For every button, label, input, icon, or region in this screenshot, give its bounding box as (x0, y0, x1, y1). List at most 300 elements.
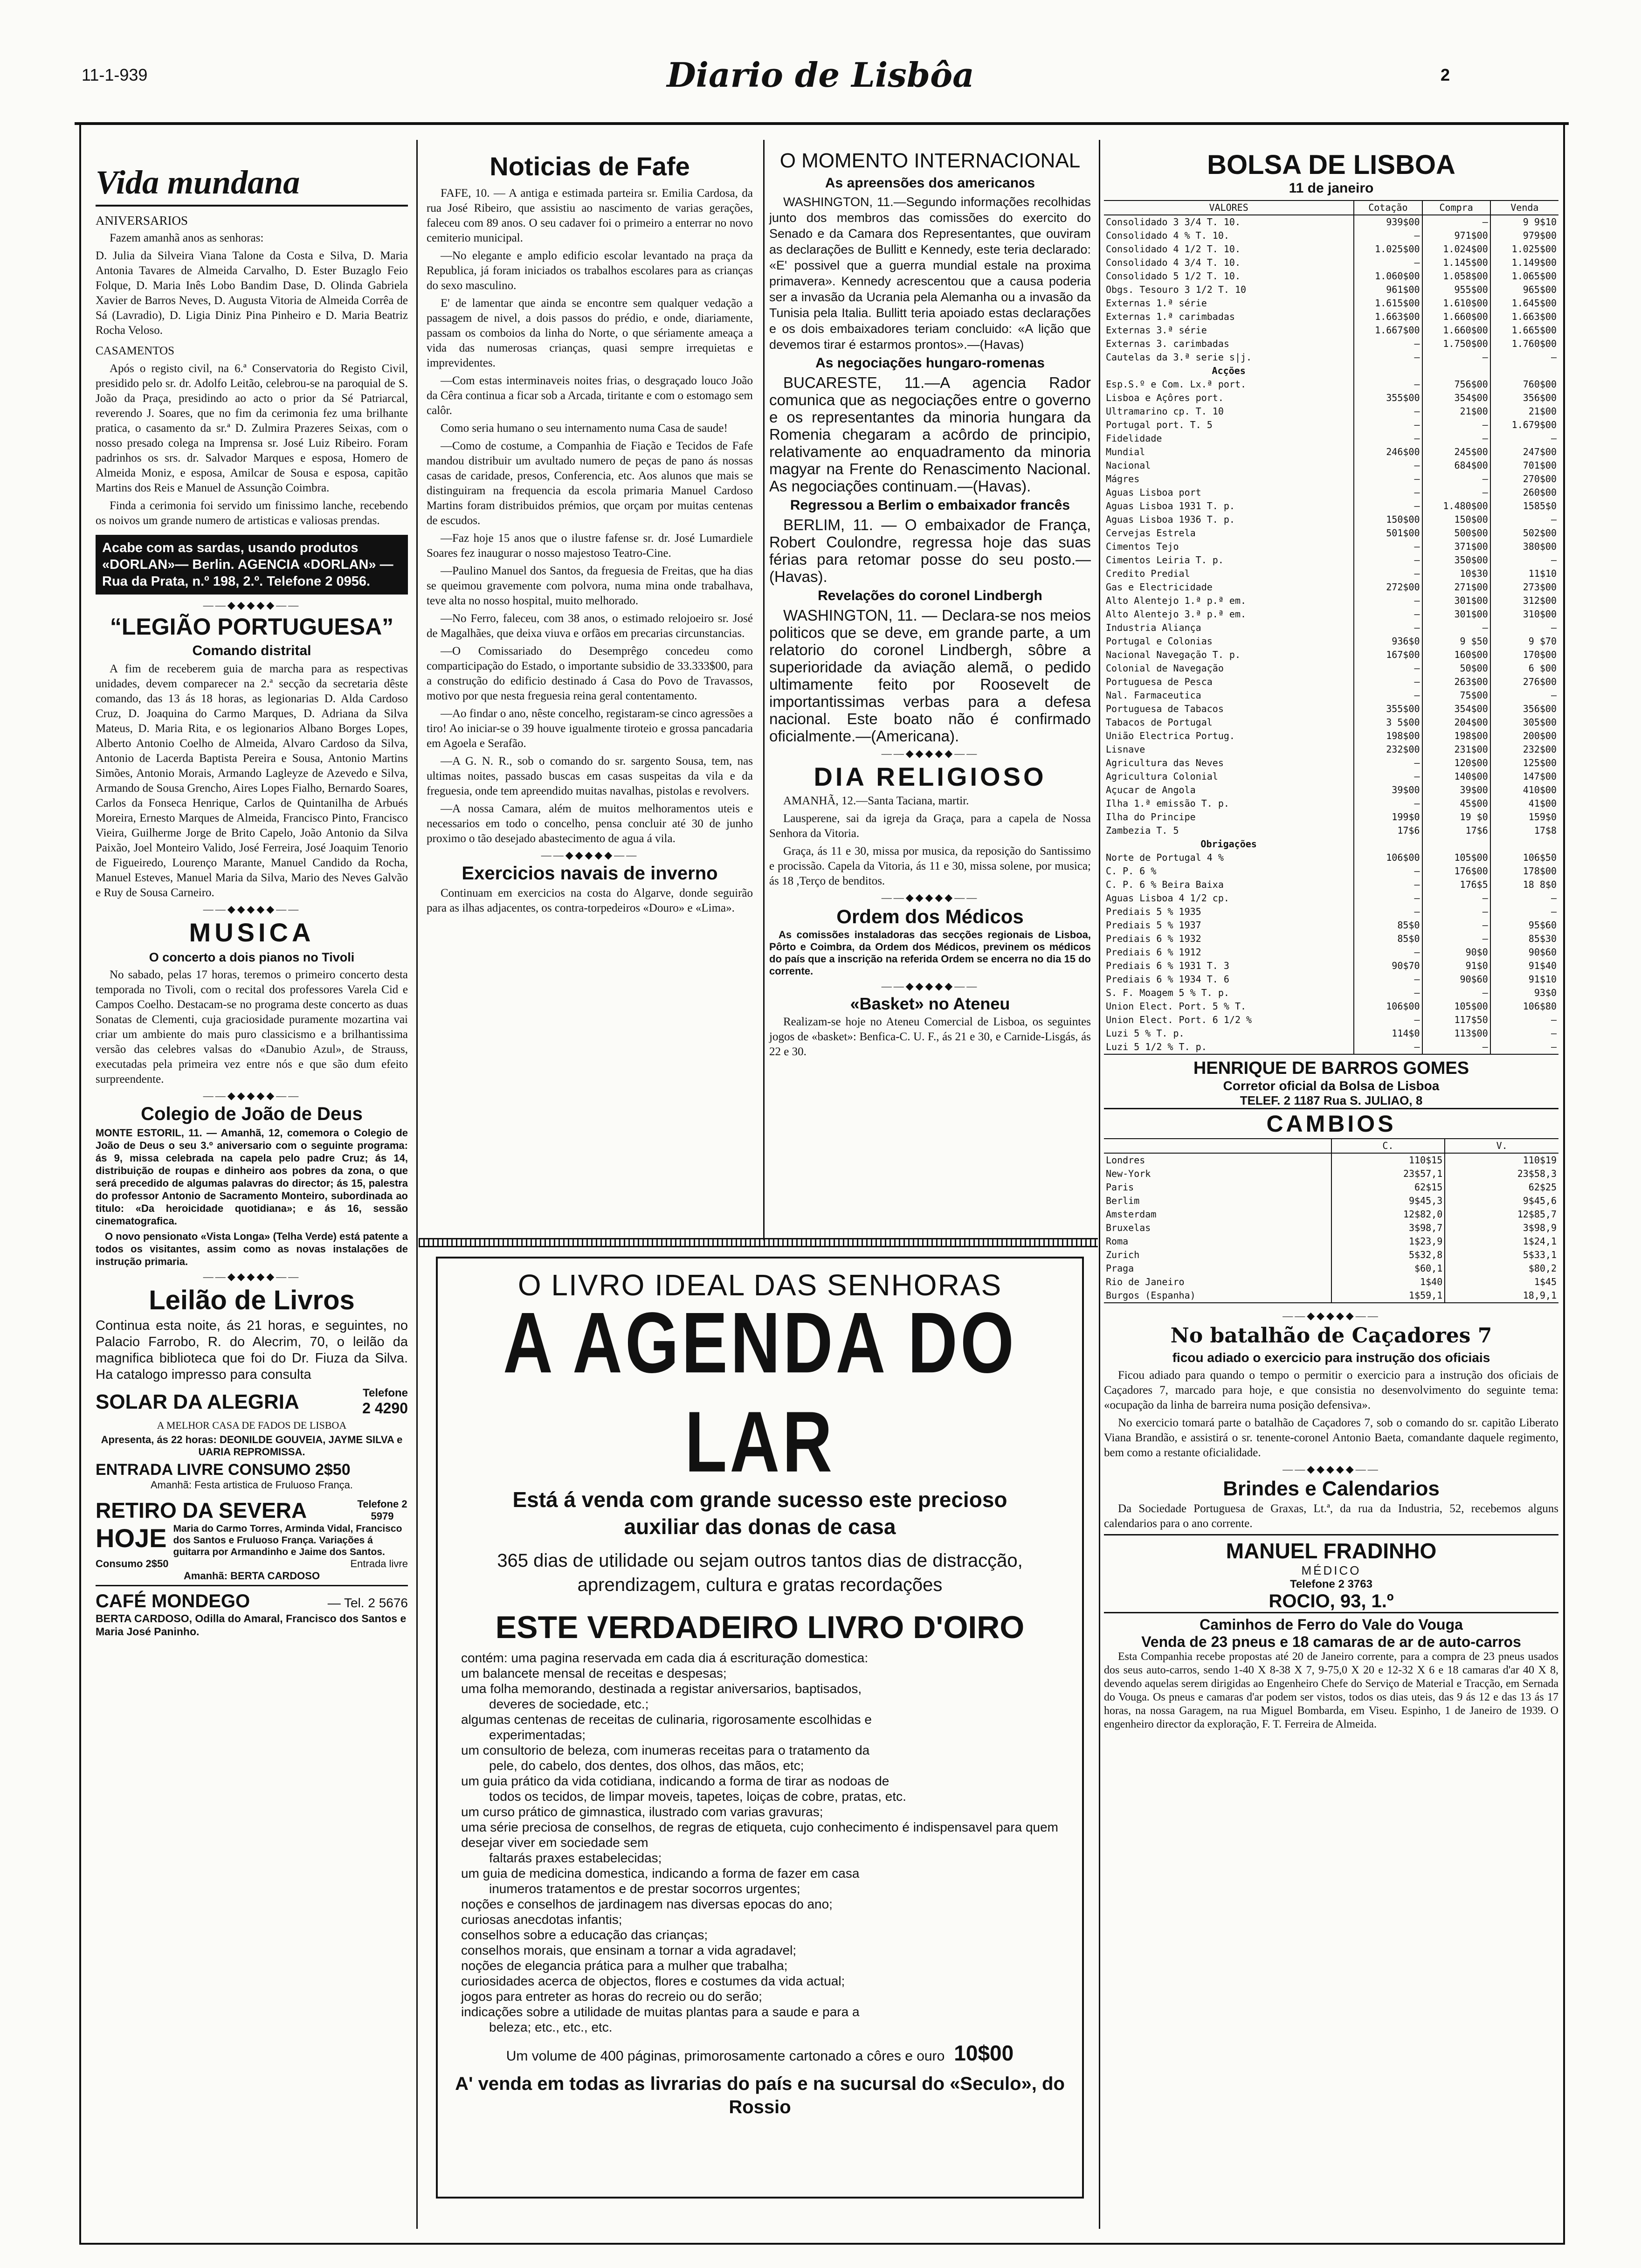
row-value: 18,9,1 (1445, 1289, 1558, 1303)
broker-name: HENRIQUE DE BARROS GOMES (1193, 1058, 1469, 1078)
bolsa-title: BOLSA DE LISBOA (1207, 150, 1455, 180)
row-value: 1.480$00 (1422, 499, 1490, 513)
row-value: — (1354, 986, 1422, 1000)
table-row (1104, 297, 1558, 310)
row-label: Amsterdam (1106, 1209, 1157, 1220)
row-value: — (1490, 1027, 1558, 1040)
column-4 (1104, 145, 1558, 1734)
table-row (1104, 932, 1558, 946)
row-value: 1.025$00 (1354, 242, 1422, 256)
row-label: Obgs. Tesouro 3 1/2 T. 10 (1106, 284, 1247, 295)
col-rule-3 (1099, 140, 1100, 2229)
row-value: 232$00 (1490, 743, 1558, 756)
row-value: 176$5 (1422, 878, 1490, 892)
agenda-contents (452, 1650, 1068, 2035)
row-value: 110$15 (1331, 1153, 1445, 1167)
row-value: 85$0 (1354, 919, 1422, 932)
row-label: Nacional (1106, 460, 1151, 471)
row-value: 1$24,1 (1445, 1235, 1558, 1248)
list-item: indicações sobre a utilidade de muitas plantas para a saude e para a (461, 2005, 860, 2019)
brindes-title: Brindes e Calendarios (1223, 1477, 1440, 1500)
row-label: Externas 3.ª série (1106, 325, 1207, 336)
row-label: Consolidado 4 % T. 10. (1106, 230, 1229, 241)
row-value: 23$57,1 (1331, 1167, 1445, 1181)
retiro-header (96, 1498, 408, 1523)
row-value: 159$0 (1490, 810, 1558, 824)
s3-head: Regressou a Berlim o embaixador francês (790, 498, 1070, 513)
colegio-title: Colegio de João de Deus (141, 1104, 363, 1124)
s2-text: BUCARESTE, 11.—A agencia Rador comunica que as negociações entre o governo e os representantes da minoria hungara da Romenia chegaram a acôrdo de principio, relativamente ao enquadramento da minoria magyar na Frente do Renascimento Nacional. As negociações continuam.—(Havas). (769, 374, 1091, 495)
fafe-p4: —Com estas interminaveis noites frias, o desgraçado louco João da Cêra continua a ficar sob a Arcada, tiritante e com o estomago sem calôr. (427, 374, 753, 417)
table-row (1104, 1153, 1558, 1167)
row-value: — (1354, 689, 1422, 702)
basket-text: Realizam-se hoje no Ateneu Comercial de Lisboa, os seguintes jogos de «basket»: Benfica-C. U. F., ás 21 e 30, e Carnide-Lisgás, ás 22 e 30. (769, 1016, 1091, 1058)
row-value: 17$6 (1354, 824, 1422, 837)
solar-title: SOLAR DA ALEGRIA (96, 1390, 299, 1413)
retiro-phone: Telefone 2 5979 (357, 1498, 407, 1522)
row-value: — (1422, 1040, 1490, 1054)
table-row (1104, 810, 1558, 824)
row-value: 502$00 (1490, 526, 1558, 540)
agenda-volume-row (452, 2040, 1068, 2066)
list-item: um guia de medicina domestica, indicando a forma de fazer em casa (461, 1866, 860, 1881)
row-value: — (1354, 351, 1422, 364)
row-label: Alto Alentejo 1.ª p.ª em. (1106, 595, 1247, 606)
row-value: 247$00 (1490, 445, 1558, 459)
row-value: 9$45,3 (1331, 1194, 1445, 1208)
row-label: Portuguesa de Tabacos (1106, 703, 1224, 714)
row-value: — (1422, 892, 1490, 905)
list-item: um curso prático de gimnastica, ilustrado com varias gravuras; (461, 1805, 823, 1819)
retiro-hoje: HOJE (96, 1523, 167, 1553)
row-value: 1.679$00 (1490, 418, 1558, 432)
row-value: 150$00 (1354, 513, 1422, 526)
table-row (1104, 256, 1558, 270)
table-row (1104, 608, 1558, 621)
list-item: conselhos morais, que ensinam a tornar a vida agradavel; (461, 1943, 797, 1957)
row-value: 939$00 (1354, 215, 1422, 229)
fafe-p2: —No elegante e amplo edificio escolar levantado na praça da Republica, já foram iniciados os trabalhos escolares para as crianças do sexo masculino. (427, 249, 753, 292)
row-value: 501$00 (1354, 526, 1422, 540)
frame-left (79, 122, 81, 2244)
ornament: ——◆◆◆◆◆—— (881, 892, 979, 903)
solar-note: Amanhã: Festa artistica de Fruluoso França. (150, 1479, 353, 1491)
row-value: 200$00 (1490, 729, 1558, 743)
table-row (1104, 526, 1558, 540)
bolsa-fundos (1104, 215, 1558, 364)
momento-title: O MOMENTO INTERNACIONAL (779, 149, 1081, 172)
row-label: Externas 1.ª carimbadas (1106, 311, 1235, 322)
row-label: Prediais 6 % 1932 (1106, 933, 1201, 944)
row-value: 75$00 (1422, 689, 1490, 702)
row-value: 91$10 (1490, 973, 1558, 986)
row-value: — (1490, 351, 1558, 364)
table-row (1104, 418, 1558, 432)
row-value: — (1354, 499, 1422, 513)
row-value: 371$00 (1422, 540, 1490, 553)
row-value: 1$45 (1445, 1275, 1558, 1289)
table-row (1104, 540, 1558, 553)
row-value: 21$00 (1490, 405, 1558, 418)
row-label: Credito Predial (1106, 568, 1190, 579)
row-value: 93$0 (1490, 986, 1558, 1000)
table-row (1104, 905, 1558, 919)
bolsa-col-head: Venda (1490, 201, 1558, 215)
row-value: 106$80 (1490, 1000, 1558, 1013)
row-label: Zurich (1106, 1249, 1140, 1260)
list-item: inumeros tratamentos e de prestar socorros urgentes; (489, 1881, 800, 1896)
list-item: jogos para entreter as horas do recreio ou do serão; (461, 1989, 762, 2004)
table-row (1104, 472, 1558, 486)
dorlan-ad: Acabe com as sardas, usando produtos «DORLAN»— Berlin. AGENCIA «DORLAN» — Rua da Prata, n.º 198, 2.º. Telefone 2 0956. (96, 535, 408, 595)
row-value: 90$0 (1422, 946, 1490, 959)
table-row (1104, 405, 1558, 418)
row-value: 62$25 (1445, 1181, 1558, 1194)
row-label: Mundial (1106, 446, 1145, 457)
row-value: — (1354, 486, 1422, 499)
row-value: 106$00 (1354, 851, 1422, 864)
row-value: — (1354, 540, 1422, 553)
table-row (1104, 621, 1558, 635)
row-value: 1.663$00 (1354, 310, 1422, 324)
row-label: Esp.S.º e Com. Lx.ª port. (1106, 379, 1247, 390)
row-label: Externas 1.ª série (1106, 297, 1207, 309)
row-value: — (1422, 932, 1490, 946)
fafe-p9: —No Ferro, faleceu, com 38 anos, o estimado relojoeiro sr. José de Magalhães, que deixa viuva e orfãos em precarias circunstancias. (427, 612, 753, 640)
row-label: Ultramarino cp. T. 10 (1106, 406, 1224, 417)
row-value: 1.750$00 (1422, 337, 1490, 351)
legiao-text: A fim de receberem guia de marcha para as respectivas unidades, devem comparecer na 2.ª secção da secretaria dêste comando, das 13 ás 18 horas, as legionarias D. Alda Cardoso Cruz, D. Joaquina do Carmo Marques, D. Adriana da Silva Mateus, D. Maria Rita, e os legionarios Albano Borges Lopes, Alberto Antonio Coelho de Almeida, Alvaro Cardoso da Silva, Antonio de Lacerda Baptista Pereira e Sousa, Antonio Martins Simões, Antonio Morais, Armando Lagleyze de Azevedo e Silva, Armando de Sousa Grencho, Aires Lopes Fialho, Bernardo Soares, Carlos da Fonseca Henrique, Carlos de Quintanilha de Arbués Moreira, Ernesto Marques de Almeida, Francisco Pinto, Francisco Vieira, Guilherme Jorge de Brito Capelo, João Antonio da Silva Paixão, Joel Monteiro Valido, José Ferreira, José Joaquim Tenorio de Figueiredo, Lourenço Marante, Manuel Candido da Rocha, Manuel Esteves, Manuel Maria da Silva, Mario des Neves Galvão e Ruy de Sousa Carneiro. (96, 663, 408, 899)
row-value: 9 $70 (1490, 635, 1558, 648)
colegio-text: MONTE ESTORIL, 11. — Amanhã, 12, comemora o Colegio de João de Deus o seu 3.º aniversario com o seguinte programa: ás 9, missa celebrada na capela pelo padre Cruz; ás 14, distribuição de roupas e dinheiro aos pobres da zona, o que será precedido de algumas palavras do director; ás 15, palestra do professor Antonio de Sacramento Monteiro, subordinada ao titulo: «Da heroicidade quotidiana»; e ás 16, sessão cinematografica. (96, 1127, 408, 1227)
row-label: Berlim (1106, 1195, 1140, 1206)
list-item: beleza; etc., etc., etc. (489, 2020, 613, 2034)
table-row (1104, 432, 1558, 445)
table-row (1104, 310, 1558, 324)
row-value: 276$00 (1490, 675, 1558, 689)
table-row (1104, 1275, 1558, 1289)
row-value: 5$32,8 (1331, 1248, 1445, 1262)
row-value: 356$00 (1490, 391, 1558, 405)
obrigacoes-head: Obrigações (1200, 838, 1257, 850)
row-value: — (1422, 351, 1490, 364)
cafe-phone: — Tel. 2 5676 (327, 1596, 408, 1610)
s1-head: As apreensões dos americanos (825, 175, 1035, 191)
row-label: Colonial de Navegação (1106, 663, 1224, 674)
row-value: — (1422, 432, 1490, 445)
row-value: 232$00 (1354, 743, 1422, 756)
row-value: 198$00 (1354, 729, 1422, 743)
dia-p3: Graça, ás 11 e 30, missa por musica, da reposição do Santissimo e procissão. Capela da Vitoria, ás 11 e 30, missa solene, por musica; ás 18 ,Terço de benditos. (769, 845, 1091, 887)
table-row (1104, 351, 1558, 364)
row-label: Gas e Electricidade (1106, 581, 1213, 593)
table-row (1104, 270, 1558, 283)
row-value: — (1490, 905, 1558, 919)
ornament: ——◆◆◆◆◆—— (881, 747, 979, 759)
row-label: Prediais 5 % 1935 (1106, 906, 1201, 917)
table-row (1104, 553, 1558, 567)
aniversarios-intro: Fazem amanhã anos as senhoras: (110, 232, 264, 244)
ornament: ——◆◆◆◆◆—— (541, 849, 639, 861)
bolsa-obrigacoes (1104, 851, 1558, 1054)
list-item: um consultorio de beleza, com inumeras receitas para o tratamento da (461, 1743, 870, 1757)
table-row (1104, 1000, 1558, 1013)
row-value: 355$00 (1354, 702, 1422, 716)
table-row (1104, 756, 1558, 770)
row-value: 1.760$00 (1490, 337, 1558, 351)
row-label: Açucar de Angola (1106, 784, 1196, 795)
row-label: Fidelidade (1106, 433, 1162, 444)
row-value: — (1422, 986, 1490, 1000)
row-value: — (1354, 567, 1422, 581)
list-item: faltarás praxes estabelecidas; (489, 1851, 662, 1865)
list-item: conselhos sobre a educação das crianças; (461, 1928, 708, 1942)
row-value: 120$00 (1422, 756, 1490, 770)
row-value: 91$40 (1490, 959, 1558, 973)
row-value: 17$6 (1422, 824, 1490, 837)
row-label: Agricultura das Neves (1106, 757, 1224, 768)
row-label: Ilha 1.ª emissão T. p. (1106, 798, 1229, 809)
broker-tel: TELEF. 2 1187 Rua S. JULIAO, 8 (1104, 1093, 1558, 1109)
row-value: 760$00 (1490, 378, 1558, 391)
row-value: 9$45,6 (1445, 1194, 1558, 1208)
row-value: 106$50 (1490, 851, 1558, 864)
fafe-p10: —O Comissariado do Desemprêgo concedeu como comparticipação do Estado, o importante subsidio de 33.333$00, para a construção do edificio destinado á Casa do Povo de Travassos, motivo por que nesta freguesia reina geral contentamento. (427, 645, 753, 702)
table-row (1104, 797, 1558, 810)
table-row (1104, 675, 1558, 689)
row-label: C. P. 6 % (1106, 865, 1157, 877)
leilao-title: Leilão de Livros (149, 1285, 355, 1315)
vouga-sub: Venda de 23 pneus e 18 camaras de ar de auto-carros (1141, 1633, 1521, 1650)
bolsa-col-head: Compra (1422, 201, 1490, 215)
row-label: Praga (1106, 1263, 1134, 1274)
casamentos-p1: Após o registo civil, na 6.ª Conservatoria do Registo Civil, presidido pelo sr. dr. Adolfo Leitão, celebrou-se na paroquial de S. João da Praça, presidindo ao acto o prior da Sé Patriarcal, reverendo J. Soares, que no fim da cerimonia fez uma brilhante pratica, o casamento da sr.ª D. Zulmira Prazeres Seixas, com o nosso presado colega na Imprensa sr. José Luiz Ribeiro. Foram padrinhos os srs. dr. Salvador Marques e esposa, Homero de Almeida Moniz, e esposa, Amilcar de Sousa e esposa, capitão Martins dos Reis e Manuel de Assunção Coimbra. (96, 362, 408, 494)
row-value: 105$00 (1422, 1000, 1490, 1013)
bolsa-table (1104, 200, 1558, 1055)
row-label: Roma (1106, 1236, 1129, 1247)
agenda-headline: ESTE VERDADEIRO LIVRO D'OIRO (495, 1610, 1025, 1645)
row-value: 3$98,9 (1445, 1221, 1558, 1235)
bolsa-accoes (1104, 378, 1558, 837)
row-value: 3 5$00 (1354, 716, 1422, 729)
row-label: Prediais 6 % 1931 T. 3 (1106, 960, 1229, 971)
solar-sub: A MELHOR CASA DE FADOS DE LISBOA (157, 1419, 347, 1431)
bolsa-col-head: Cotação (1354, 201, 1422, 215)
ornament: ——◆◆◆◆◆—— (1282, 1463, 1380, 1475)
row-label: Portugal e Colonias (1106, 636, 1213, 647)
list-item: deveres de sociedade, etc.; (489, 1697, 649, 1711)
table-row (1104, 689, 1558, 702)
row-value: — (1354, 459, 1422, 472)
table-row (1104, 743, 1558, 756)
row-value: 965$00 (1490, 283, 1558, 297)
row-value: 167$00 (1354, 648, 1422, 662)
row-value: 18 8$0 (1490, 878, 1558, 892)
retiro-footer (96, 1558, 408, 1570)
table-row (1104, 594, 1558, 608)
table-row (1104, 1013, 1558, 1027)
row-label: Prediais 6 % 1912 (1106, 947, 1201, 958)
solar-text: Apresenta, ás 22 horas: DEONILDE GOUVEIA, JAYME SILVA e UARIA REPROMISSA. (101, 1434, 403, 1458)
colegio-text2: O novo pensionato «Vista Longa» (Telha Verde) está patente a todos os visitantes, assim como as novas instalações de instrução primaria. (96, 1231, 408, 1267)
row-value: 410$00 (1490, 783, 1558, 797)
dia-title: DIA RELIGIOSO (814, 762, 1047, 791)
row-label: Consolidado 4 1/2 T. 10. (1106, 243, 1241, 255)
solar-phone-label: Telefone (363, 1387, 408, 1399)
row-label: Londres (1106, 1155, 1145, 1166)
row-label: Alto Alentejo 3.ª p.ª em. (1106, 608, 1247, 620)
page-date: 11-1-939 (82, 65, 148, 84)
row-value: — (1354, 608, 1422, 621)
table-row (1104, 635, 1558, 648)
table-row (1104, 946, 1558, 959)
row-value: — (1354, 378, 1422, 391)
row-label: Cimentos Leiria T. p. (1106, 554, 1224, 566)
row-label: Luzi 5 % T. p. (1106, 1028, 1185, 1039)
row-value: 1.149$00 (1490, 256, 1558, 270)
bottom-rule (79, 2243, 1565, 2245)
row-value: 310$00 (1490, 608, 1558, 621)
table-row (1104, 892, 1558, 905)
row-value: 90$60 (1490, 946, 1558, 959)
retiro-consumo: Consumo 2$50 (96, 1558, 169, 1570)
dia-p1: AMANHÃ, 12.—Santa Taciana, martir. (783, 795, 969, 807)
table-row (1104, 378, 1558, 391)
table-row (1104, 445, 1558, 459)
row-value: — (1490, 1040, 1558, 1054)
row-value: 245$00 (1422, 445, 1490, 459)
row-value: 936$0 (1354, 635, 1422, 648)
table-row (1104, 1221, 1558, 1235)
row-value: 684$00 (1422, 459, 1490, 472)
row-value: 272$00 (1354, 581, 1422, 594)
ordem-text: As comissões instaladoras das secções regionais de Lisboa, Pôrto e Coimbra, da Ordem dos Médicos, previnem os médicos do país que a inscrição na referida Ordem se encerra no dia 15 do corrente. (769, 929, 1091, 977)
table-row (1104, 919, 1558, 932)
row-value: — (1354, 1013, 1422, 1027)
row-value: — (1354, 905, 1422, 919)
row-value: 17$8 (1490, 824, 1558, 837)
list-item: experimentadas; (489, 1728, 586, 1742)
fafe-p7: —Faz hoje 15 anos que o ilustre fafense sr. dr. José Lumardiele Soares fez inaugurar o nosso majestoso Teatro-Cine. (427, 532, 753, 560)
table-row (1104, 1040, 1558, 1054)
row-value: 355$00 (1354, 391, 1422, 405)
list-item: noções de elegancia prática para a mulher que trabalha; (461, 1958, 788, 1973)
row-value: 3$98,7 (1331, 1221, 1445, 1235)
vida-mundana-title: Vida mundana (96, 163, 408, 207)
s4-head: Revelações do coronel Lindbergh (818, 588, 1042, 603)
row-value: — (1354, 553, 1422, 567)
row-label: Consolidado 5 1/2 T. 10. (1106, 270, 1241, 282)
retiro-livre: Entrada livre (350, 1558, 408, 1570)
table-row (1104, 648, 1558, 662)
row-value: 170$00 (1490, 648, 1558, 662)
row-value: — (1490, 553, 1558, 567)
cacadores-p1: Ficou adiado para quando o tempo o permitir o exercicio para a instrução dos oficiais de Caçadores 7, marcado para hoje, e que consistia no desenvolvimento do seguinte tema: «ocupação da linha de barreira numa posição defensiva». (1104, 1369, 1558, 1411)
row-label: C. P. 6 % Beira Baixa (1106, 879, 1224, 890)
row-value: 301$00 (1422, 608, 1490, 621)
cambios-col-head (1104, 1139, 1331, 1153)
row-value: — (1422, 905, 1490, 919)
row-value: 9 $50 (1422, 635, 1490, 648)
s1-text: WASHINGTON, 11.—Segundo informações recolhidas junto dos membros das comissões do exercito do Senado e da Camara dos Representantes, que ouviram as declarações de Bullitt e Kennedy, este teria declarado: «E' possivel que a guerra mundial estale na proxima primavera». Kennedy acrescentou que a causa poderia ser a invasão da Ucrania pela Alemanha ou a invasão da Tunisia pela Italia. Bullitt teria apoiado estas declarações e os dois embaixadores teriam concluido: «A lição que devemos tirar é estarmos prontos».—(Havas) (769, 195, 1091, 352)
table-row (1104, 324, 1558, 337)
row-value: 961$00 (1354, 283, 1422, 297)
row-value: — (1422, 215, 1490, 229)
row-label: S. F. Moagem 5 % T. p. (1106, 987, 1229, 998)
row-label: União Electrica Portug. (1106, 730, 1235, 741)
row-label: Zambezia T. 5 (1106, 825, 1179, 836)
row-value: — (1354, 418, 1422, 432)
column-3 (769, 145, 1091, 1062)
solar-entry: ENTRADA LIVRE CONSUMO 2$50 (96, 1461, 351, 1479)
row-value: 198$00 (1422, 729, 1490, 743)
ornament: ——◆◆◆◆◆—— (1282, 1310, 1380, 1321)
solar-phone-box (362, 1387, 408, 1417)
row-label: Industria Aliança (1106, 622, 1201, 633)
row-value: 260$00 (1490, 486, 1558, 499)
column-1 (96, 145, 408, 1638)
row-label: Bruxelas (1106, 1222, 1151, 1233)
row-value: — (1422, 486, 1490, 499)
basket-title: «Basket» no Ateneu (850, 994, 1010, 1013)
row-value: 10$30 (1422, 567, 1490, 581)
row-value: 113$00 (1422, 1027, 1490, 1040)
ornament: ——◆◆◆◆◆—— (203, 1090, 301, 1101)
list-item: curiosidades acerca de objectos, flores e costumes da vida actual; (461, 1974, 845, 1988)
retiro-text: Maria do Carmo Torres, Arminda Vidal, Francisco dos Santos e Fruluoso França. Variações á guitarra por Armandinho e Jaime dos Santos. (173, 1523, 402, 1557)
row-value: — (1354, 797, 1422, 810)
table-row (1104, 242, 1558, 256)
row-value: 500$00 (1422, 526, 1490, 540)
table-row (1104, 973, 1558, 986)
row-label: Aguas Lisboa 1931 T. p. (1106, 500, 1235, 512)
fafe-p1: FAFE, 10. — A antiga e estimada parteira sr. Emilia Cardosa, da rua José Ribeiro, que assistiu ao nascimento de varias gerações, faleceu com 89 anos. O seu cadaver foi o primeiro a enterrar no novo cemiterio municipal. (427, 187, 753, 244)
row-value: 91$0 (1422, 959, 1490, 973)
s2-head: As negociações hungaro-romenas (815, 355, 1045, 371)
row-value: — (1354, 892, 1422, 905)
row-value: 176$00 (1422, 864, 1490, 878)
row-value: 380$00 (1490, 540, 1558, 553)
table-row (1104, 581, 1558, 594)
row-value: 21$00 (1422, 405, 1490, 418)
row-value: 1$59,1 (1331, 1289, 1445, 1303)
row-value: 90$60 (1422, 973, 1490, 986)
row-value: 23$58,3 (1445, 1167, 1558, 1181)
list-item: noções e conselhos de jardinagem nas diversas epocas do ano; (461, 1897, 833, 1911)
row-value: 1.145$00 (1422, 256, 1490, 270)
cambios-title: CAMBIOS (1266, 1111, 1396, 1137)
ornament: ——◆◆◆◆◆—— (203, 1271, 301, 1282)
bolsa-accoes-head-row (1104, 364, 1558, 378)
row-value: 147$00 (1490, 770, 1558, 783)
cacadores-title: No batalhão de Caçadores 7 (1170, 1324, 1492, 1348)
row-value: — (1354, 405, 1422, 418)
table-row (1104, 1248, 1558, 1262)
row-value: 1.660$00 (1422, 324, 1490, 337)
fafe-p12: —A G. N. R., sob o comando do sr. sargento Sousa, tem, nas ultimas noites, passado buscas em casas suspeitas da vila e da freguesia, onde tem apreendido muitas navalhas, pistolas e revolvers. (427, 755, 753, 797)
agenda-line1: Está á venda com grande sucesso este precioso auxiliar das donas de casa (512, 1487, 1007, 1539)
row-value: — (1354, 675, 1422, 689)
row-value: 6 $00 (1490, 662, 1558, 675)
table-row (1104, 864, 1558, 878)
fradinho-addr: ROCIO, 93, 1.º (1104, 1591, 1558, 1613)
row-label: Cervejas Estrela (1106, 527, 1196, 539)
row-value: — (1354, 878, 1422, 892)
table-row (1104, 215, 1558, 229)
table-row (1104, 716, 1558, 729)
fafe-p5: Como seria humano o seu internamento numa Casa de saude! (441, 422, 728, 435)
row-value: 41$00 (1490, 797, 1558, 810)
